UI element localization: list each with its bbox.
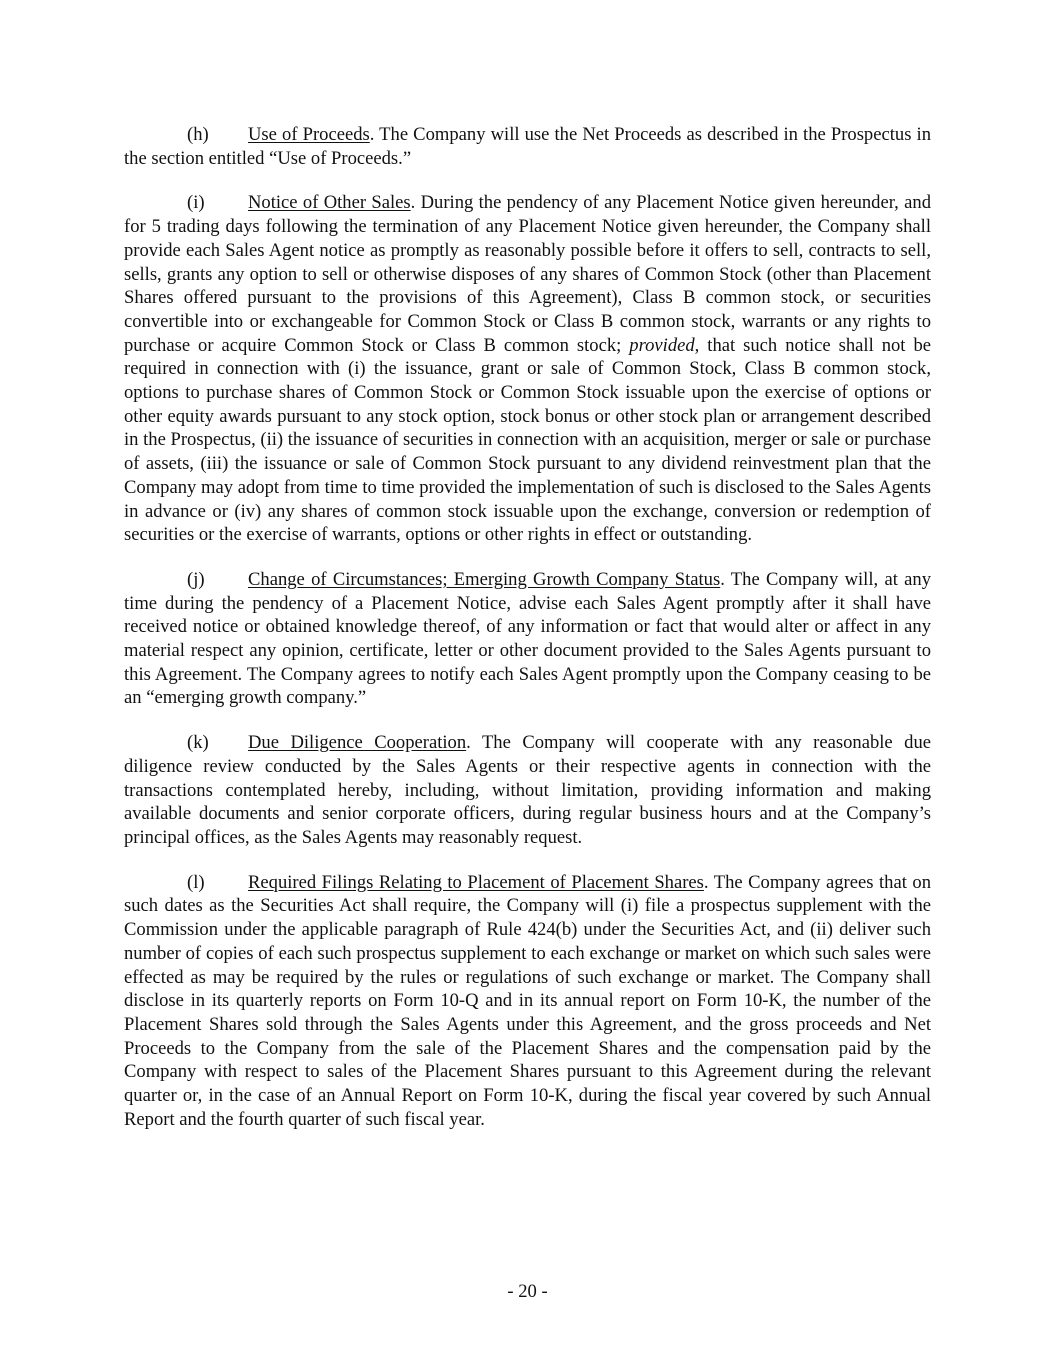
section-heading: Use of Proceeds xyxy=(248,124,370,145)
section-text: . The Company will cooperate with any reasonable due diligence review conducted by the Sales Agents or their respective agents in connection with the transactions contemplated hereby, including, without limitation, providing information and making available documents and senior corporate officers, during regular business hours and at the Company’s principal offices, as the Sales Agents may reasonably request. xyxy=(124,732,931,848)
section-label: (k) xyxy=(187,732,209,754)
section-heading: Change of Circumstances; Emerging Growth Company Status xyxy=(248,568,721,590)
section-text: . During the pendency of any Placement Notice given hereunder, and for 5 trading days following the termination of any Placement Notice given hereunder, the Company shall provide each Sales Agent notice as promptly as reasonably possible before it offers to sell, contracts to sell, sells, grants any option to sell or otherwise disposes of any shares of Common Stock (other than Placement Shares offered pursuant to the provisions of this Agreement), Class B common stock, or securities convertible into or exchangeable for Common Stock or Class B common stock, warrants or any rights to purchase or acquire Common Stock or Class B common stock; xyxy=(124,192,931,356)
section-heading: Due Diligence Cooperation xyxy=(248,732,467,754)
section-heading: Required Filings Relating to Placement of Placement Shares xyxy=(248,871,704,893)
section-k xyxy=(124,731,931,850)
section-l xyxy=(124,871,931,1132)
section-text-italic: provided xyxy=(629,334,695,356)
section-i xyxy=(124,191,931,547)
section-label: (h) xyxy=(187,124,209,145)
section-text: . The Company will, at any time during the pendency of a Placement Notice, advise each Sales Agent promptly after it shall have received notice or obtained knowledge thereof, of any information or fact that would alter or affect in any material respect any opinion, certificate, letter or other document provided to the Sales Agents pursuant to this Agreement. The Company agrees to notify each Sales Agent promptly upon the Company ceasing to be an “emerging growth company.” xyxy=(124,568,931,709)
section-label: (j) xyxy=(187,568,205,590)
document-body xyxy=(124,123,931,1152)
page-number: - 20 - xyxy=(507,1281,548,1302)
section-j xyxy=(124,568,931,710)
section-heading: Notice of Other Sales xyxy=(248,192,411,214)
section-text-continued: , that such notice shall not be required in connection with (i) the issuance, grant or sale of Common Stock, Class B common stock, options to purchase shares of Common Stock or Common Stock issuable upon the exercise of options or other equity awards pursuant to any stock option, stock bonus or other stock plan or arrangement described in the Prospectus, (ii) the issuance of securities in connection with an acquisition, merger or sale or purchase of assets, (iii) the issuance or sale of Common Stock pursuant to any dividend reinvestment plan that the Company may adopt from time to time provided the implementation of such is disclosed to the Sales Agents in advance or (iv) any shares of common stock issuable upon the exchange, conversion or redemption of securities or the exercise of warrants, options or other rights in effect or outstanding. xyxy=(124,334,931,546)
section-label: (l) xyxy=(187,871,205,893)
section-label: (i) xyxy=(187,192,205,214)
section-text: . The Company will use the Net Proceeds as described in the Prospectus in the section entitled “Use of Proceeds.” xyxy=(124,124,931,169)
section-h xyxy=(124,123,931,170)
section-text: . The Company agrees that on such dates as the Securities Act shall require, the Company will (i) file a prospectus supplement with the Commission under the applicable paragraph of Rule 424(b) under the Securities Act, and (ii) deliver such number of copies of each such prospectus supplement to each exchange or market on which such sales were effected as may be required by the rules or regulations of such exchange or market. The Company shall disclose in its quarterly reports on Form 10-Q and in its annual report on Form 10-K, the number of the Placement Shares sold through the Sales Agents under this Agreement, and the gross proceeds and Net Proceeds to the Company from the sale of the Placement Shares and the compensation paid by the Company with respect to sales of the Placement Shares pursuant to this Agreement during the relevant quarter or, in the case of an Annual Report on Form 10-K, during the fiscal year covered by such Annual Report and the fourth quarter of such fiscal year. xyxy=(124,871,931,1130)
